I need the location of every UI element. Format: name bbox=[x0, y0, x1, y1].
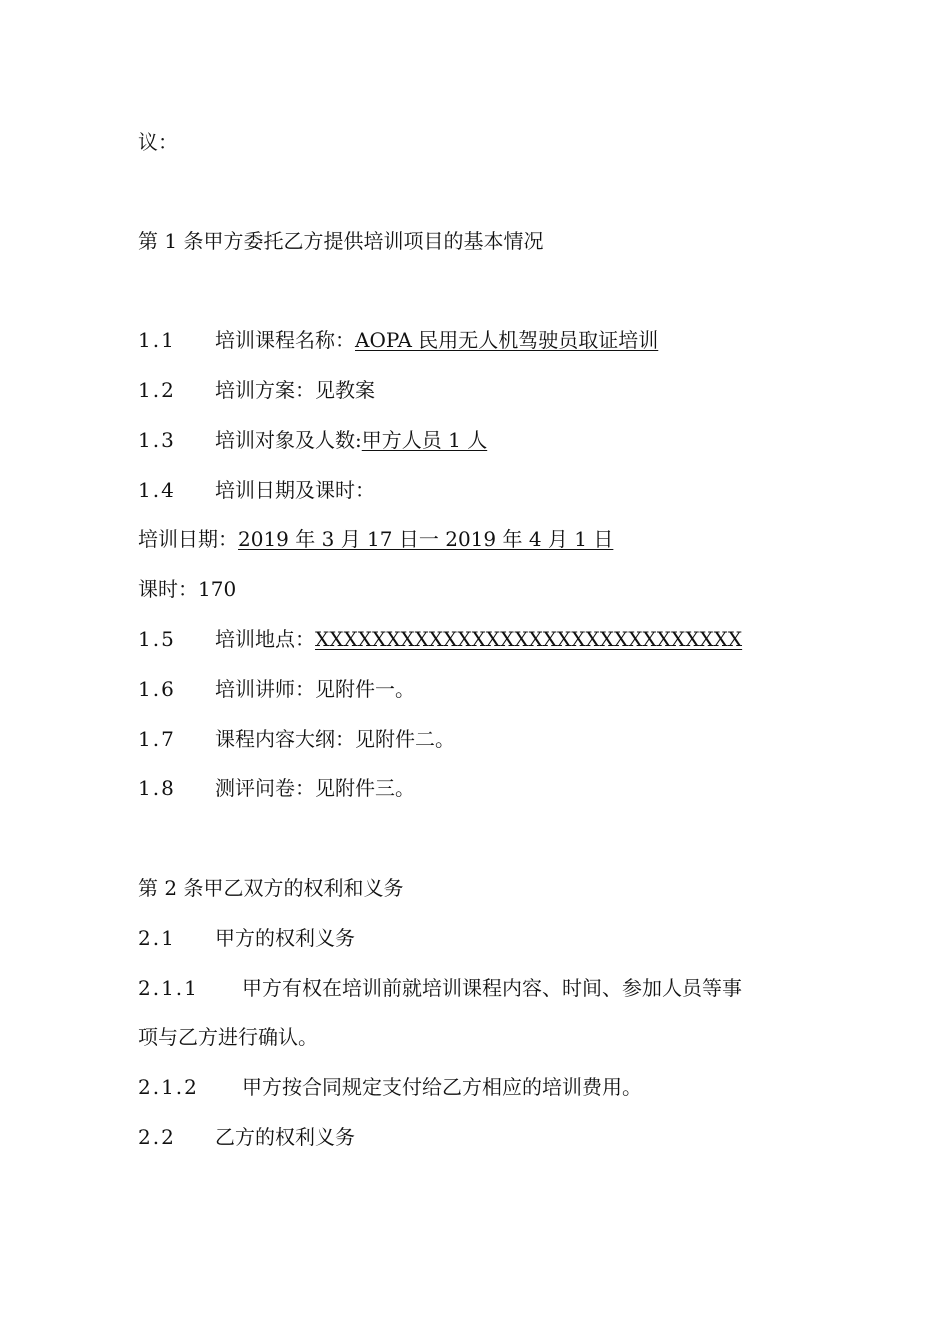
clause-2-1 bbox=[138, 928, 355, 948]
clause-text: 课程内容大纲：见附件二。 bbox=[215, 727, 455, 751]
clause-text: 甲方按合同规定支付给乙方相应的培训费用。 bbox=[242, 1075, 642, 1099]
clause-1-3 bbox=[138, 430, 487, 450]
clause-number: 1.1 bbox=[138, 328, 176, 352]
clause-text: 培训讲师：见附件一。 bbox=[215, 677, 415, 701]
clause-1-4 bbox=[138, 480, 375, 500]
training-location-value: XXXXXXXXXXXXXXXXXXXXXXXXXXXXXX bbox=[315, 627, 743, 651]
clause-number: 1.4 bbox=[138, 478, 176, 502]
course-name-value: AOPA 民用无人机驾驶员取证培训 bbox=[355, 328, 659, 352]
clause-2-1-1 bbox=[138, 978, 742, 998]
clause-number: 1.2 bbox=[138, 378, 176, 402]
clause-number: 2.1.1 bbox=[138, 976, 199, 1000]
clause-label: 培训对象及人数: bbox=[215, 428, 362, 452]
training-date-label: 培训日期： bbox=[138, 527, 238, 551]
clause-number: 1.7 bbox=[138, 727, 176, 751]
article-2-heading: 第 2 条甲乙双方的权利和义务 bbox=[138, 876, 404, 900]
clause-text: 测评问卷：见附件三。 bbox=[215, 776, 415, 800]
clause-number: 1.5 bbox=[138, 627, 176, 651]
clause-1-5 bbox=[138, 629, 742, 649]
clause-text: 培训方案：见教案 bbox=[215, 378, 375, 402]
clause-1-1 bbox=[138, 330, 658, 350]
clause-text: 乙方的权利义务 bbox=[215, 1125, 355, 1149]
clause-number: 1.6 bbox=[138, 677, 176, 701]
clause-number: 2.1 bbox=[138, 926, 176, 950]
clause-1-6 bbox=[138, 679, 415, 699]
clause-1-2 bbox=[138, 380, 375, 400]
training-date-value: 2019 年 3 月 17 日一 2019 年 4 月 1 日 bbox=[238, 527, 614, 551]
clause-number: 1.8 bbox=[138, 776, 176, 800]
clause-label: 培训课程名称： bbox=[215, 328, 355, 352]
clause-text: 培训日期及课时： bbox=[215, 478, 375, 502]
clause-text: 甲方有权在培训前就培训课程内容、时间、参加人员等事 bbox=[242, 976, 742, 1000]
opening-text: 议： bbox=[138, 130, 178, 154]
trainees-value: 甲方人员 1 人 bbox=[361, 428, 488, 452]
clause-number: 2.2 bbox=[138, 1125, 176, 1149]
clause-1-8 bbox=[138, 778, 415, 798]
clause-1-7 bbox=[138, 729, 455, 749]
training-date-line bbox=[138, 529, 613, 549]
clause-number: 1.3 bbox=[138, 428, 176, 452]
clause-2-1-1-continuation: 项与乙方进行确认。 bbox=[138, 1025, 318, 1049]
clause-2-2 bbox=[138, 1127, 355, 1147]
clause-text: 甲方的权利义务 bbox=[215, 926, 355, 950]
clause-2-1-2 bbox=[138, 1077, 642, 1097]
clause-number: 2.1.2 bbox=[138, 1075, 199, 1099]
training-hours-line: 课时：170 bbox=[138, 577, 237, 601]
article-1-heading: 第 1 条甲方委托乙方提供培训项目的基本情况 bbox=[138, 229, 544, 253]
clause-label: 培训地点： bbox=[215, 627, 315, 651]
